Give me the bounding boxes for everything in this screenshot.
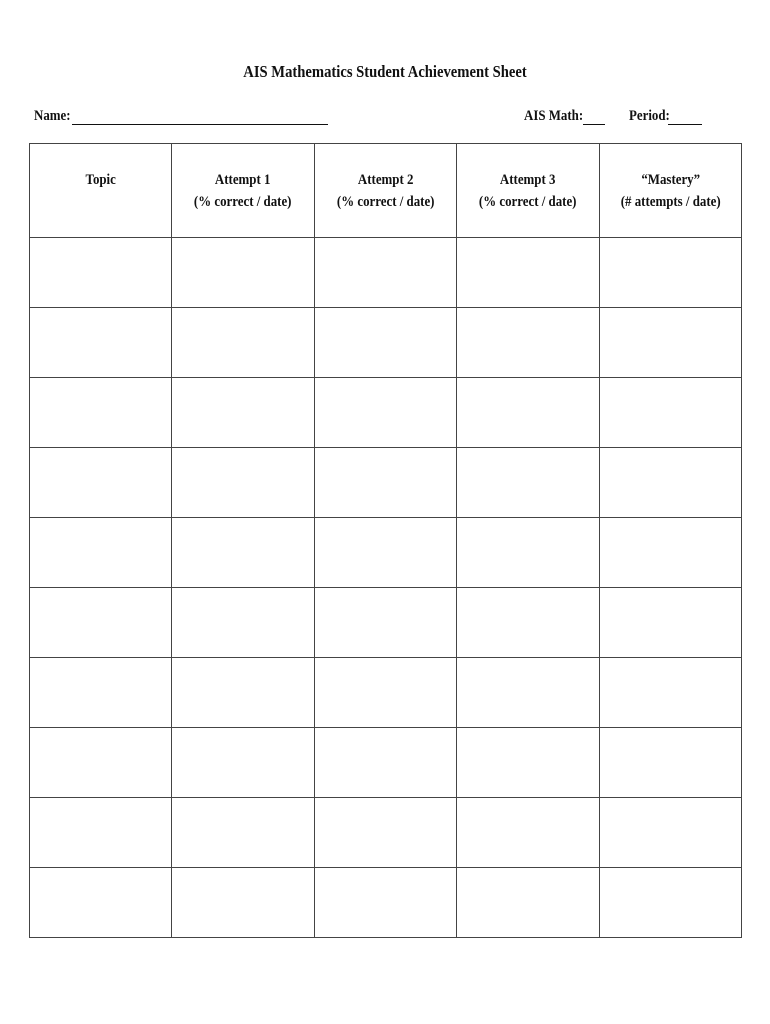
ais-math-field[interactable]	[583, 124, 605, 125]
period-label: Period:	[629, 108, 670, 124]
table-row	[30, 728, 742, 798]
mastery-cell[interactable]	[599, 518, 741, 588]
topic-cell[interactable]	[30, 798, 172, 868]
topic-cell[interactable]	[30, 518, 172, 588]
attempt-2-cell[interactable]	[314, 588, 456, 658]
attempt-2-cell[interactable]	[314, 868, 456, 938]
name-field[interactable]	[72, 124, 328, 125]
mastery-cell[interactable]	[599, 728, 741, 798]
attempt-1-cell[interactable]	[172, 238, 314, 308]
attempt-1-cell[interactable]	[172, 868, 314, 938]
ais-math-label: AIS Math:	[524, 108, 584, 124]
table-row	[30, 308, 742, 378]
table-row	[30, 518, 742, 588]
attempt-1-cell[interactable]	[172, 728, 314, 798]
period-field[interactable]	[668, 124, 702, 125]
attempt-1-cell[interactable]	[172, 658, 314, 728]
table-row	[30, 798, 742, 868]
attempt-2-cell[interactable]	[314, 378, 456, 448]
attempt-1-cell[interactable]	[172, 448, 314, 518]
attempt-1-cell[interactable]	[172, 798, 314, 868]
mastery-cell[interactable]	[599, 238, 741, 308]
attempt-1-cell[interactable]	[172, 378, 314, 448]
table-row	[30, 238, 742, 308]
table-row	[30, 378, 742, 448]
mastery-cell[interactable]	[599, 798, 741, 868]
table-row	[30, 588, 742, 658]
header-row	[30, 144, 742, 238]
mastery-cell[interactable]	[599, 378, 741, 448]
attempt-3-cell[interactable]	[457, 658, 599, 728]
column-header-attempt-3: Attempt 3 (% correct / date)	[457, 144, 599, 238]
attempt-3-cell[interactable]	[457, 308, 599, 378]
topic-cell[interactable]	[30, 238, 172, 308]
attempt-2-cell[interactable]	[314, 238, 456, 308]
achievement-table	[29, 143, 742, 938]
column-header-attempt-1: Attempt 1 (% correct / date)	[172, 144, 314, 238]
topic-cell[interactable]	[30, 448, 172, 518]
name-label: Name:	[34, 108, 71, 124]
attempt-3-cell[interactable]	[457, 378, 599, 448]
table-row	[30, 658, 742, 728]
attempt-2-cell[interactable]	[314, 728, 456, 798]
attempt-2-cell[interactable]	[314, 658, 456, 728]
attempt-3-cell[interactable]	[457, 238, 599, 308]
attempt-3-cell[interactable]	[457, 728, 599, 798]
attempt-1-cell[interactable]	[172, 308, 314, 378]
topic-cell[interactable]	[30, 588, 172, 658]
attempt-3-cell[interactable]	[457, 448, 599, 518]
table-row	[30, 448, 742, 518]
topic-cell[interactable]	[30, 308, 172, 378]
attempt-3-cell[interactable]	[457, 798, 599, 868]
attempt-3-cell[interactable]	[457, 588, 599, 658]
mastery-cell[interactable]	[599, 448, 741, 518]
attempt-3-cell[interactable]	[457, 518, 599, 588]
column-header-topic: Topic	[30, 144, 172, 238]
mastery-cell[interactable]	[599, 308, 741, 378]
topic-cell[interactable]	[30, 658, 172, 728]
attempt-2-cell[interactable]	[314, 308, 456, 378]
table-row	[30, 868, 742, 938]
attempt-3-cell[interactable]	[457, 868, 599, 938]
column-header-mastery: “Mastery” (# attempts / date)	[599, 144, 741, 238]
topic-cell[interactable]	[30, 728, 172, 798]
attempt-2-cell[interactable]	[314, 798, 456, 868]
attempt-1-cell[interactable]	[172, 518, 314, 588]
column-header-attempt-2: Attempt 2 (% correct / date)	[314, 144, 456, 238]
attempt-2-cell[interactable]	[314, 448, 456, 518]
mastery-cell[interactable]	[599, 588, 741, 658]
page-title: AIS Mathematics Student Achievement Sheet	[243, 62, 527, 81]
attempt-2-cell[interactable]	[314, 518, 456, 588]
attempt-1-cell[interactable]	[172, 588, 314, 658]
topic-cell[interactable]	[30, 868, 172, 938]
mastery-cell[interactable]	[599, 868, 741, 938]
topic-cell[interactable]	[30, 378, 172, 448]
mastery-cell[interactable]	[599, 658, 741, 728]
